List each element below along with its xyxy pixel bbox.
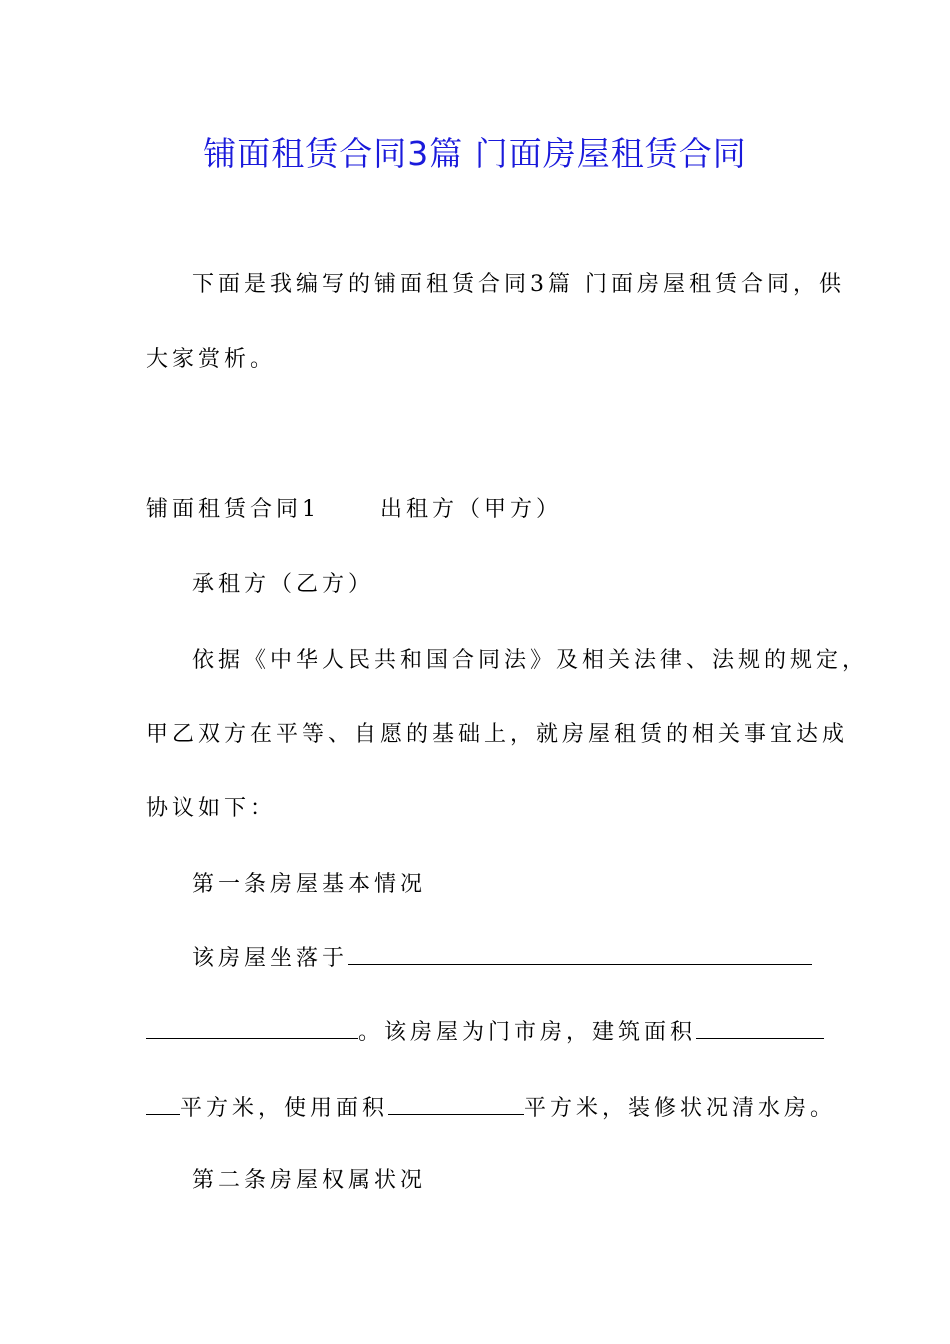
building-area-blank-field <box>696 1018 824 1039</box>
type-area-row <box>146 1018 824 1048</box>
basis-paragraph-line-3: 协议如下： <box>146 796 277 821</box>
lessee-label: 承租方（乙方） <box>192 572 375 597</box>
usable-area-blank-field <box>388 1094 524 1115</box>
basis-paragraph-line-2: 甲乙双方在平等、自愿的基础上，就房屋租赁的相关事宜达成 <box>146 722 849 747</box>
building-area-blank-field-continued <box>146 1094 180 1115</box>
sqm-usable-area-text: 平方米，使用面积 <box>180 1096 389 1121</box>
lessor-label: 出租方（甲方） <box>380 497 563 522</box>
location-blank-field <box>348 944 812 965</box>
location-row <box>192 944 812 974</box>
article-1-title: 第一条房屋基本情况 <box>192 872 427 897</box>
sqm-decoration-text: 平方米，装修状况清水房。 <box>524 1096 837 1121</box>
document-title: 铺面租赁合同3篇 门面房屋租赁合同 <box>203 134 747 173</box>
location-blank-field-continued <box>146 1018 358 1039</box>
intro-paragraph-line-1: 下面是我编写的铺面租赁合同3篇 门面房屋租赁合同，供 <box>192 272 845 297</box>
article-2-title: 第二条房屋权属状况 <box>192 1168 427 1193</box>
basis-paragraph-line-1: 依据《中华人民共和国合同法》及相关法律、法规的规定， <box>192 648 869 673</box>
contract-1-heading: 铺面租赁合同1 <box>146 497 320 522</box>
location-label: 该房屋坐落于 <box>192 946 349 971</box>
intro-paragraph-line-2: 大家赏析。 <box>146 347 277 372</box>
house-type-text: 。该房屋为门市房，建筑面积 <box>358 1020 697 1045</box>
contract-heading-row <box>146 495 562 525</box>
usable-area-row <box>146 1094 836 1124</box>
